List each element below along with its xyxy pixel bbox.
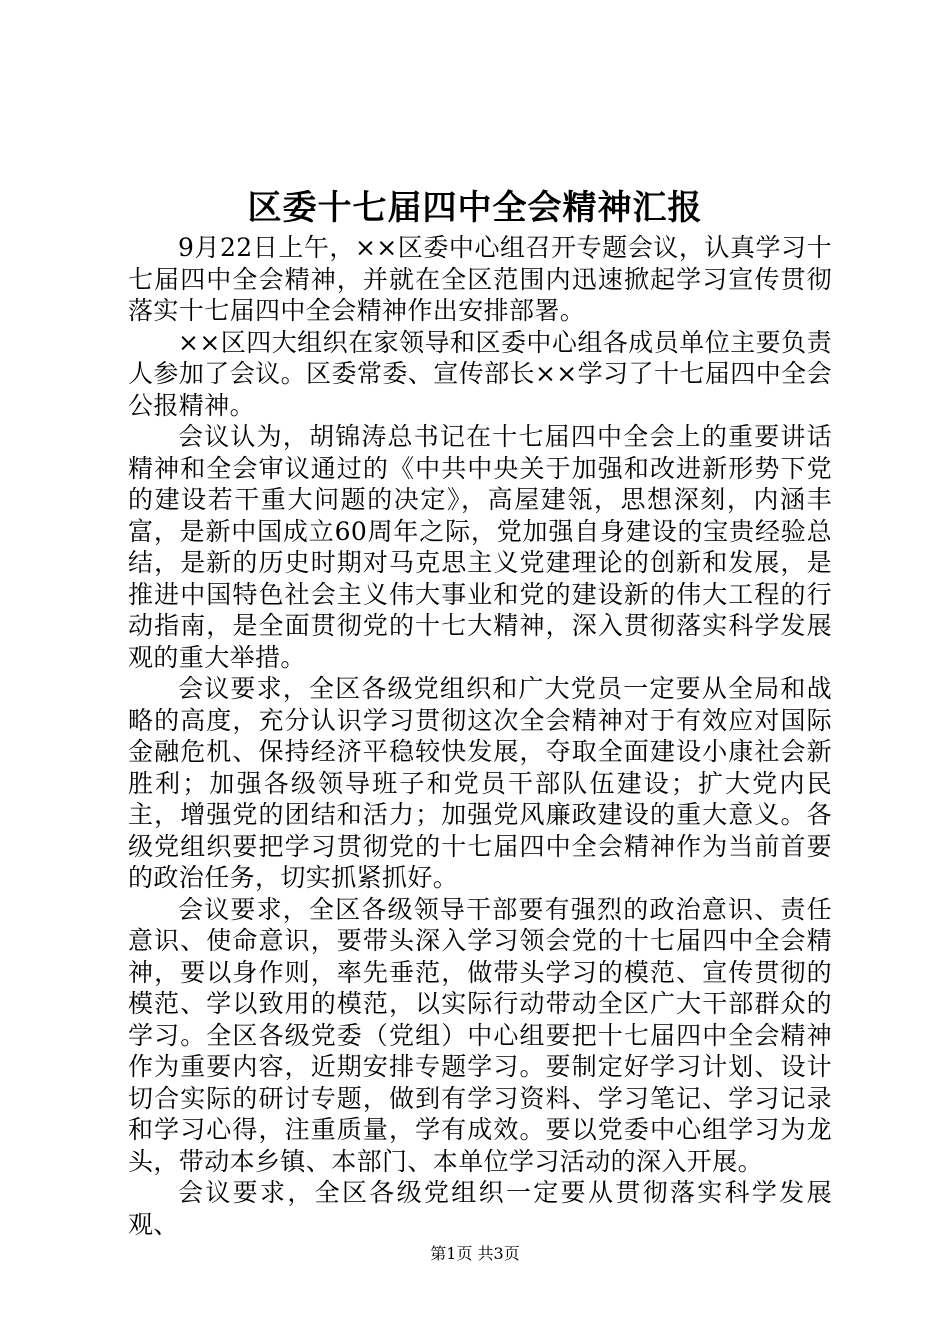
- paragraph-meeting-view: 会议认为，胡锦涛总书记在十七届四中全会上的重要讲话精神和全会审议通过的《中共中央关于加强和改进新形势下党的建设若干重大问题的决定》，高屋建瓴，思想深刻，内涵丰富，是新中国成立60周年之际，党加强自身建设的宝贵经验总结，是新的历史时期对马克思主义党建理论的创新和发展，是推进中国特色社会主义伟大事业和党的建设新的伟大工程的行动指南，是全面贯彻党的十七大精神，深入贯彻落实科学发展观的重大举措。: [128, 422, 832, 672]
- document-body: [128, 232, 832, 1240]
- paragraph-attendees: ××区四大组织在家领导和区委中心组各成员单位主要负责人参加了会议。区委常委、宣传部长××学习了十七届四中全会公报精神。: [128, 327, 832, 420]
- paragraph-requirement-continued: 会议要求，全区各级党组织一定要从贯彻落实科学发展观、: [128, 1178, 832, 1239]
- paragraph-meeting-intro: 9月22日上午，××区委中心组召开专题会议，认真学习十七届四中全会精神，并就在全区范围内迅速掀起学习宣传贯彻落实十七届四中全会精神作出安排部署。: [128, 233, 832, 325]
- page-number-footer: 第1页 共3页: [430, 1244, 520, 1263]
- document-title: 区委十七届四中全会精神汇报: [247, 188, 703, 228]
- paragraph-requirement-leaders: 会议要求，全区各级领导干部要有强烈的政治意识、责任意识、使命意识，要带头深入学习领会党的十七届四中全会精神，要以身作则，率先垂范，做带头学习的模范、宣传贯彻的模范、学以致用的模范，以实际行动带动全区广大干部群众的学习。全区各级党委（党组）中心组要把十七届四中全会精神作为重要内容，近期安排专题学习。要制定好学习计划、设计切合实际的研讨专题，做到有学习资料、学习笔记、学习记录和学习心得，注重质量，学有成效。要以党委中心组学习为龙头，带动本乡镇、本部门、本单位学习活动的深入开展。: [128, 894, 832, 1176]
- paragraph-requirement-party-orgs: 会议要求，全区各级党组织和广大党员一定要从全局和战略的高度，充分认识学习贯彻这次全会精神对于有效应对国际金融危机、保持经济平稳较快发展，夺取全面建设小康社会新胜利；加强各级领导班子和党员干部队伍建设；扩大党内民主，增强党的团结和活力；加强党风廉政建设的重大意义。各级党组织要把学习贯彻党的十七届四中全会精神作为当前首要的政治任务，切实抓紧抓好。: [128, 674, 832, 892]
